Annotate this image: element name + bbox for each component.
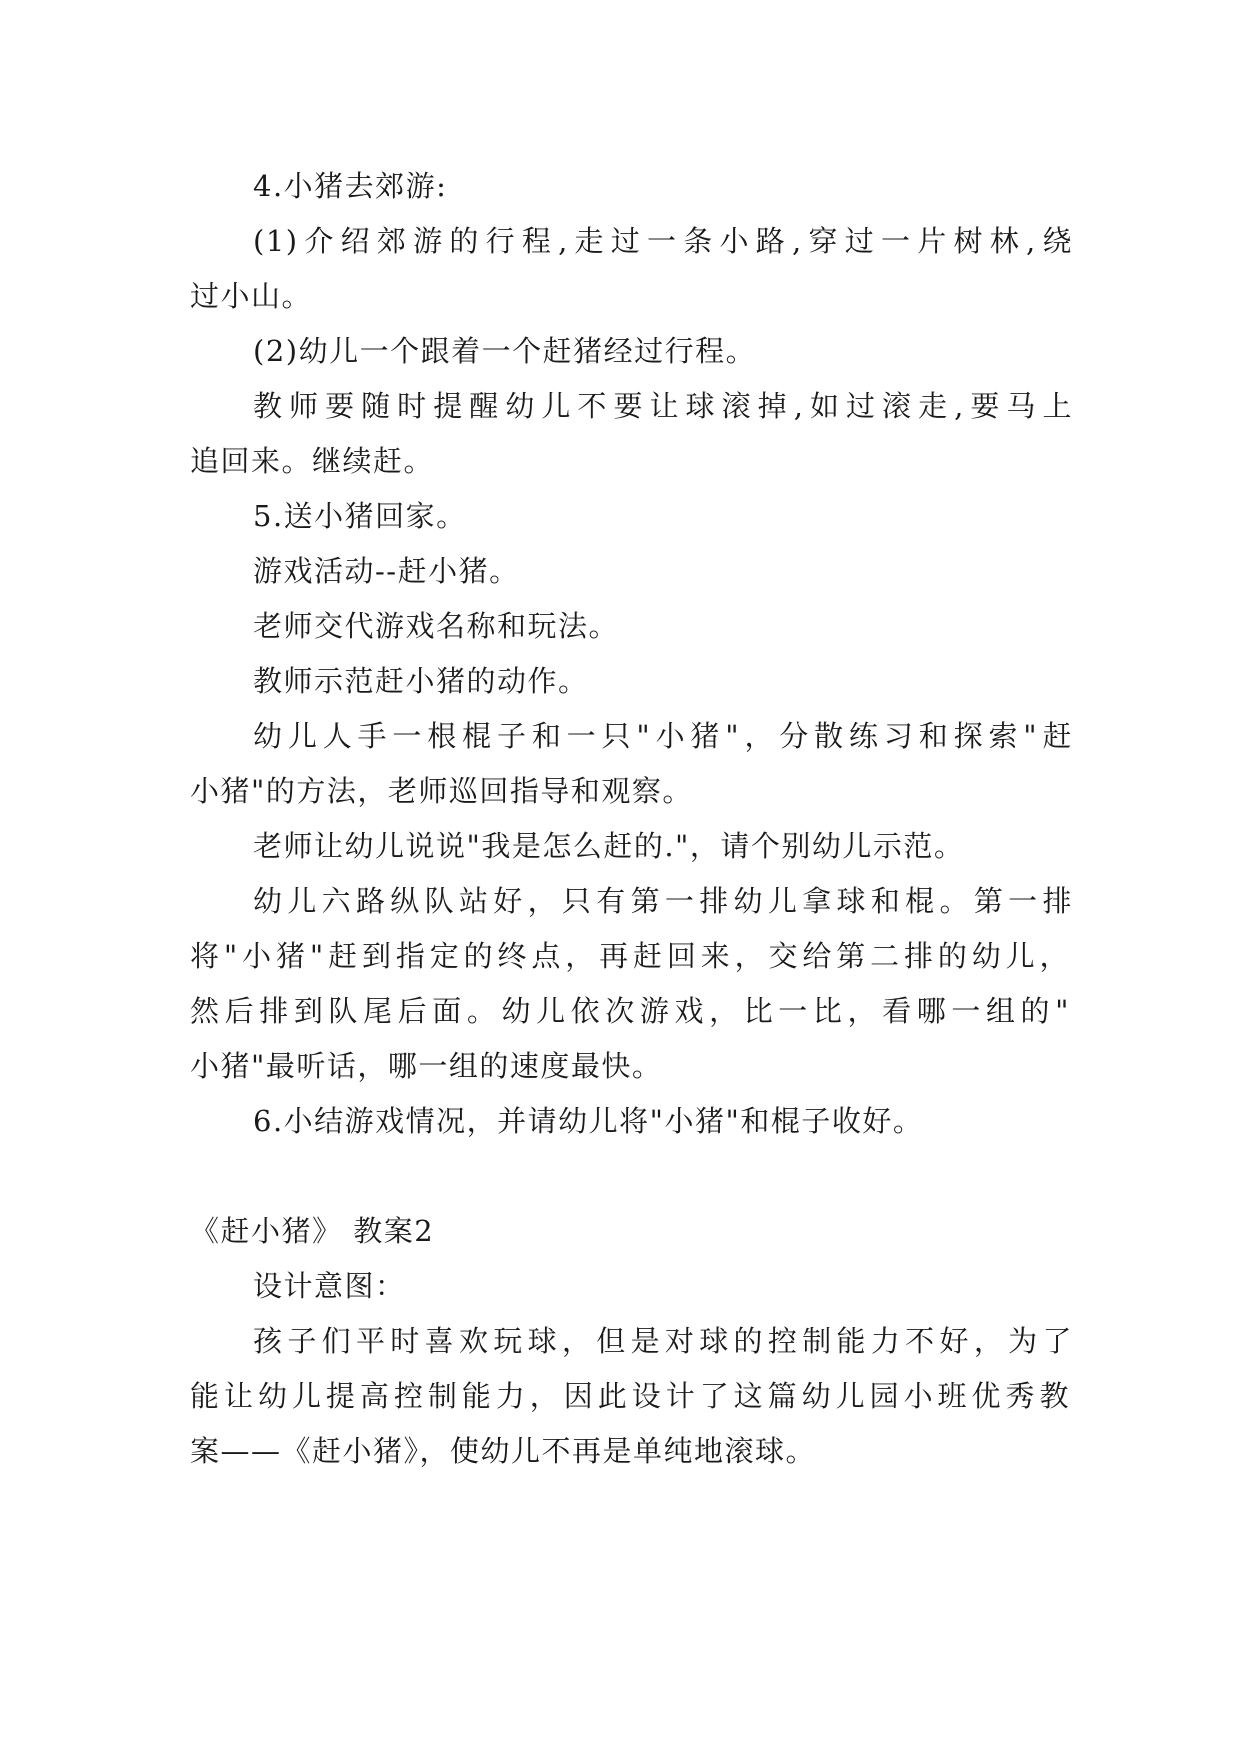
paragraph-line: 教师示范赶小猪的动作。 <box>253 664 589 698</box>
paragraph-line: 设计意图： <box>253 1269 406 1303</box>
paragraph-line: 然后排到队尾后面。幼儿依次游戏，比一比，看哪一组的" <box>190 994 1070 1028</box>
paragraph-line: 将"小猪"赶到指定的终点，再赶回来，交给第二排的幼儿， <box>190 939 1070 973</box>
paragraph-line: 5.送小猪回家。 <box>253 499 467 533</box>
paragraph-line: 案——《赶小猪》，使幼儿不再是单纯地滚球。 <box>190 1434 817 1468</box>
paragraph-line: 游戏活动--赶小猪。 <box>253 554 520 588</box>
paragraph-line: 6.小结游戏情况，并请幼儿将"小猪"和棍子收好。 <box>253 1104 924 1138</box>
paragraph-line: 能让幼儿提高控制能力，因此设计了这篇幼儿园小班优秀教 <box>190 1379 1070 1413</box>
paragraph-line: 小猪"的方法，老师巡回指导和观察。 <box>190 774 693 808</box>
section-title: 《赶小猪》 教案2 <box>190 1214 435 1248</box>
paragraph-line: (2)幼儿一个跟着一个赶猪经过行程。 <box>253 334 757 368</box>
paragraph-line: 孩子们平时喜欢玩球，但是对球的控制能力不好，为了 <box>253 1324 1073 1358</box>
paragraph-line: 过小山。 <box>190 279 313 313</box>
paragraph-line: 老师让幼儿说说"我是怎么赶的."，请个别幼儿示范。 <box>253 829 965 863</box>
paragraph-line: 幼儿六路纵队站好，只有第一排幼儿拿球和棍。第一排 <box>253 884 1073 918</box>
paragraph-line: 教师要随时提醒幼儿不要让球滚掉,如过滚走,要马上 <box>253 389 1073 423</box>
paragraph-line: (1)介绍郊游的行程,走过一条小路,穿过一片树林,绕 <box>253 224 1073 258</box>
paragraph-line: 老师交代游戏名称和玩法。 <box>253 609 620 643</box>
paragraph-line: 4.小猪去郊游: <box>253 169 448 203</box>
paragraph-line: 幼儿人手一根棍子和一只"小猪"，分散练习和探索"赶 <box>253 719 1073 753</box>
paragraph-line: 小猪"最听话，哪一组的速度最快。 <box>190 1049 663 1083</box>
paragraph-line: 追回来。继续赶。 <box>190 444 435 478</box>
